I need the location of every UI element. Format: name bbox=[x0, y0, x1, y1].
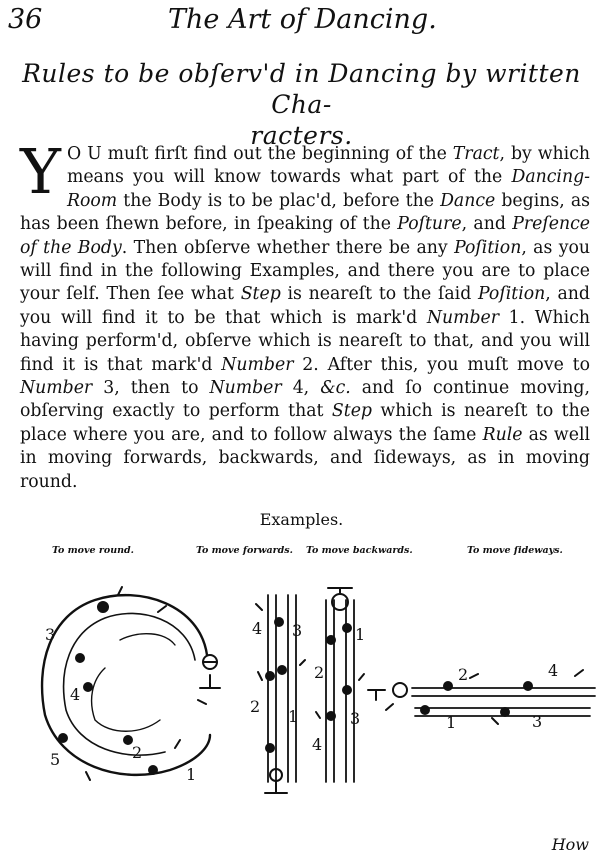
body-italic-run: Rule bbox=[482, 424, 523, 445]
body-text-run: 3, then to bbox=[92, 378, 210, 399]
forwards-number-4: 4 bbox=[252, 619, 263, 638]
body-italic-run: Poſition bbox=[454, 237, 522, 258]
sideways-track-diagram bbox=[368, 670, 595, 724]
round-number-3: 3 bbox=[45, 625, 56, 644]
backwards-number-4: 4 bbox=[312, 735, 323, 754]
forwards-number-3: 3 bbox=[292, 621, 303, 640]
caption-move-backwards: To move backwards. bbox=[306, 545, 413, 556]
body-text-run: 1. Which having perform'd, obſerve which is neareſt to that, and you will find it is that mark'd bbox=[20, 307, 591, 375]
backwards-track-diagram bbox=[316, 588, 364, 782]
drop-cap: Y bbox=[20, 135, 61, 208]
body-text-run: O U muſt firſt find out the beginning of the bbox=[66, 144, 453, 164]
body-italic-run: Poſition bbox=[478, 284, 546, 305]
caption-move-sideways: To move ſideways. bbox=[467, 545, 563, 556]
sideways-number-1: 1 bbox=[446, 713, 457, 732]
body-italic-run: Number bbox=[221, 354, 294, 375]
body-text-run: which is neareſt to the place where you are, and to follow always the ſame bbox=[20, 401, 590, 445]
sideways-number-4: 4 bbox=[548, 661, 559, 680]
running-title: The Art of Dancing. bbox=[168, 4, 437, 35]
catchword: How bbox=[551, 835, 589, 854]
body-italic-run: Dancing-Room bbox=[66, 167, 590, 211]
body-italic-run: Step bbox=[240, 284, 281, 305]
forwards-number-1: 1 bbox=[288, 707, 299, 726]
body-text-run: the Body is to be plac'd, before the bbox=[117, 190, 441, 211]
round-number-1: 1 bbox=[186, 765, 197, 784]
body-text-run: is neareſt to the ſaid bbox=[280, 284, 478, 305]
body-text-run: begins, as has been ſhewn before, in ſpeaking of the bbox=[20, 190, 591, 235]
backwards-number-2: 2 bbox=[314, 663, 325, 682]
round-number-4: 4 bbox=[70, 685, 81, 704]
backwards-number-1: 1 bbox=[355, 625, 366, 644]
page-number: 36 bbox=[8, 4, 43, 35]
body-text-run: . Then obſerve whether there be any bbox=[121, 237, 455, 258]
body-italic-run: Number bbox=[209, 378, 282, 399]
body-italic-run: Number bbox=[20, 378, 93, 399]
body-text-run: , and bbox=[461, 214, 513, 235]
round-number-2: 2 bbox=[132, 743, 143, 762]
forwards-number-2: 2 bbox=[250, 697, 261, 716]
examples-heading: Examples. bbox=[259, 510, 344, 529]
round-number-5: 5 bbox=[50, 750, 61, 769]
body-italic-run: Tract bbox=[452, 144, 500, 164]
body-italic-run: Preſence of the Body bbox=[20, 214, 590, 258]
body-italic-run: &c. bbox=[320, 378, 351, 399]
caption-move-round: To move round. bbox=[52, 545, 134, 556]
body-text-run: , and you will find it to be that which is mark'd bbox=[20, 284, 590, 328]
sideways-number-2: 2 bbox=[458, 665, 469, 684]
body-italic-run: Dance bbox=[440, 190, 496, 211]
body-text-run: , as you will find in the following Examples, and there you are to place your ſelf. Then ſee what bbox=[20, 237, 590, 305]
body-text-run: and ſo continue moving, obſerving exactly to perform that bbox=[20, 378, 590, 422]
body-text-run: , by which means you will know towards what part of the bbox=[66, 144, 591, 188]
body-text-run: 2. After this, you muſt move to bbox=[293, 354, 591, 375]
section-title bbox=[0, 58, 603, 151]
body-italic-run: Step bbox=[331, 401, 372, 422]
backwards-number-3: 3 bbox=[350, 709, 361, 728]
section-title-line-1: Rules to be obſerv'd in Dancing by written Cha- bbox=[22, 59, 581, 119]
body-italic-run: Number bbox=[426, 307, 500, 328]
dance-notation-figure bbox=[0, 565, 603, 810]
running-header bbox=[8, 4, 595, 34]
body-text-run: 4, bbox=[281, 378, 321, 399]
body-text-run: as well in moving forwards, backwards, and ſideways, as in moving round. bbox=[20, 424, 591, 492]
body-italic-run: Poſture bbox=[397, 214, 462, 235]
section-title-line-2: racters. bbox=[250, 121, 353, 150]
sideways-number-3: 3 bbox=[532, 712, 543, 731]
caption-move-forwards: To move forwards. bbox=[196, 545, 293, 556]
